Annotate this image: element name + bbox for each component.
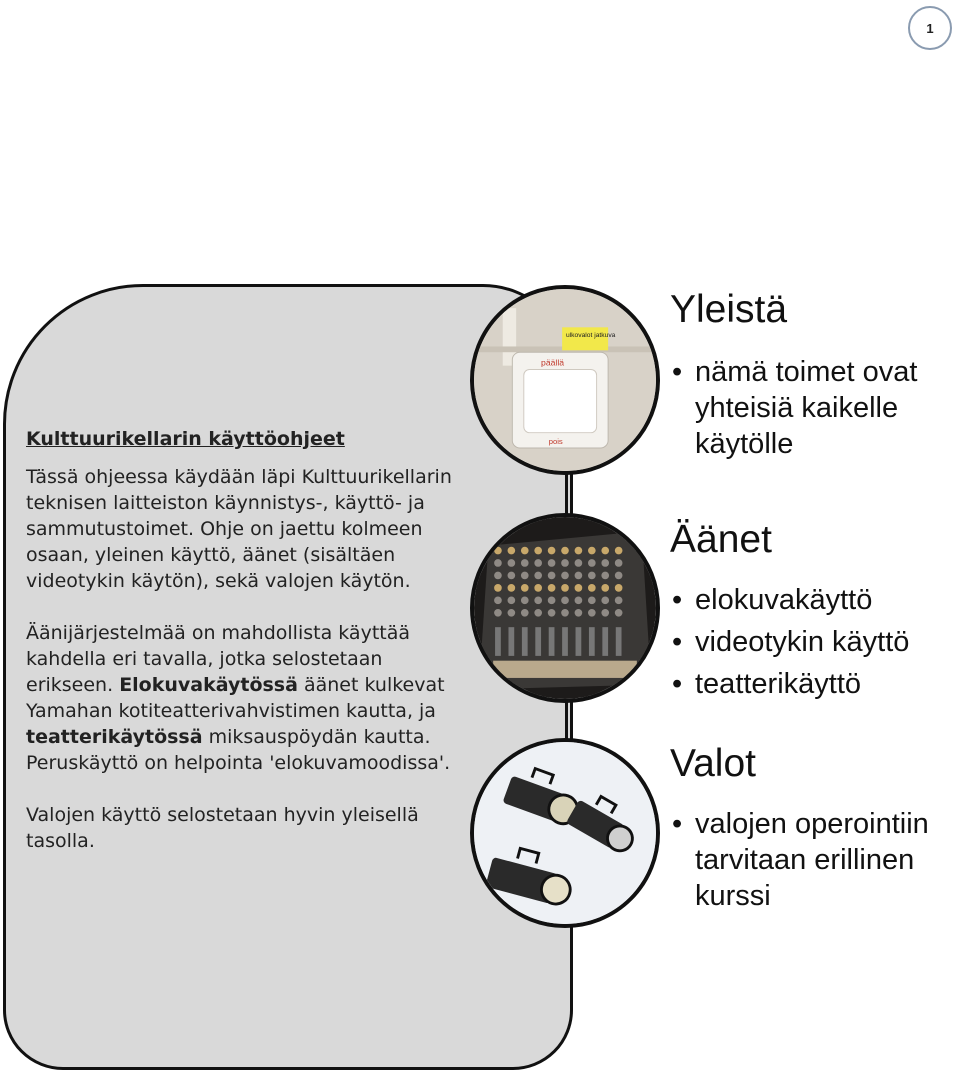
section-sound [670, 518, 960, 702]
stage-lights-photo [470, 738, 660, 928]
list-item: • elokuvakäyttö [670, 582, 960, 618]
general-list [670, 354, 960, 462]
wall-switch-photo [470, 285, 660, 475]
list-item: • videotykin käyttö [670, 624, 960, 660]
switch-label-off: pois [548, 437, 563, 447]
panel-text [26, 426, 466, 854]
lights-list [670, 806, 960, 914]
sound-list [670, 582, 960, 702]
intro-paragraph: Tässä ohjeessa käydään läpi Kulttuurikellarin teknisen laitteiston käynnistys-, käyttö- ja sammutustoimet. Ohje on jaettu kolmeen osaan, yleinen käyttö, äänet (sisältäen videotykin käytön), sekä valojen käytön. [26, 466, 452, 592]
panel-title: Kulttuurikellarin käyttöohjeet [26, 428, 345, 450]
section-title-general: Yleistä [670, 288, 788, 331]
section-title-sound: Äänet [670, 518, 772, 561]
sound-mode-theatre: teatterikäytössä [26, 726, 203, 748]
spotlights-image [474, 742, 656, 924]
list-item: • teatterikäyttö [670, 666, 960, 702]
sound-text-3: miksauspöydän kautta. Peruskäyttö on helpointa 'elokuvamoodissa'. [26, 726, 451, 774]
sound-text-2: äänet kulkevat Yamahan kotiteatterivahvistimen kautta, ja [26, 674, 445, 722]
switch-label-on: päällä [541, 357, 565, 368]
section-lights [670, 742, 960, 914]
sound-text-1: Äänijärjestelmää on mahdollista käyttää kahdella eri tavalla, jotka selostetaan erikseen. [26, 622, 411, 696]
lights-paragraph: Valojen käyttö selostetaan hyvin yleisellä tasolla. [26, 804, 419, 852]
page-number: 1 [926, 20, 934, 36]
sound-paragraph [26, 620, 466, 776]
mixer-photo [470, 513, 660, 703]
sound-mode-cinema: Elokuvakäytössä [119, 674, 298, 696]
mixing-desk-image [474, 517, 656, 699]
page-number-badge [908, 6, 952, 50]
list-item: • valojen operointiin tarvitaan erillinen kurssi [670, 806, 960, 914]
switch-label-top: ulkovalot jatkuva [565, 331, 616, 339]
sections-column [670, 280, 960, 914]
section-title-lights: Valot [670, 742, 756, 785]
section-general [670, 288, 960, 462]
list-item: • nämä toimet ovat yhteisiä kaikelle käytölle [670, 354, 960, 462]
wall-switch-image [474, 289, 656, 471]
